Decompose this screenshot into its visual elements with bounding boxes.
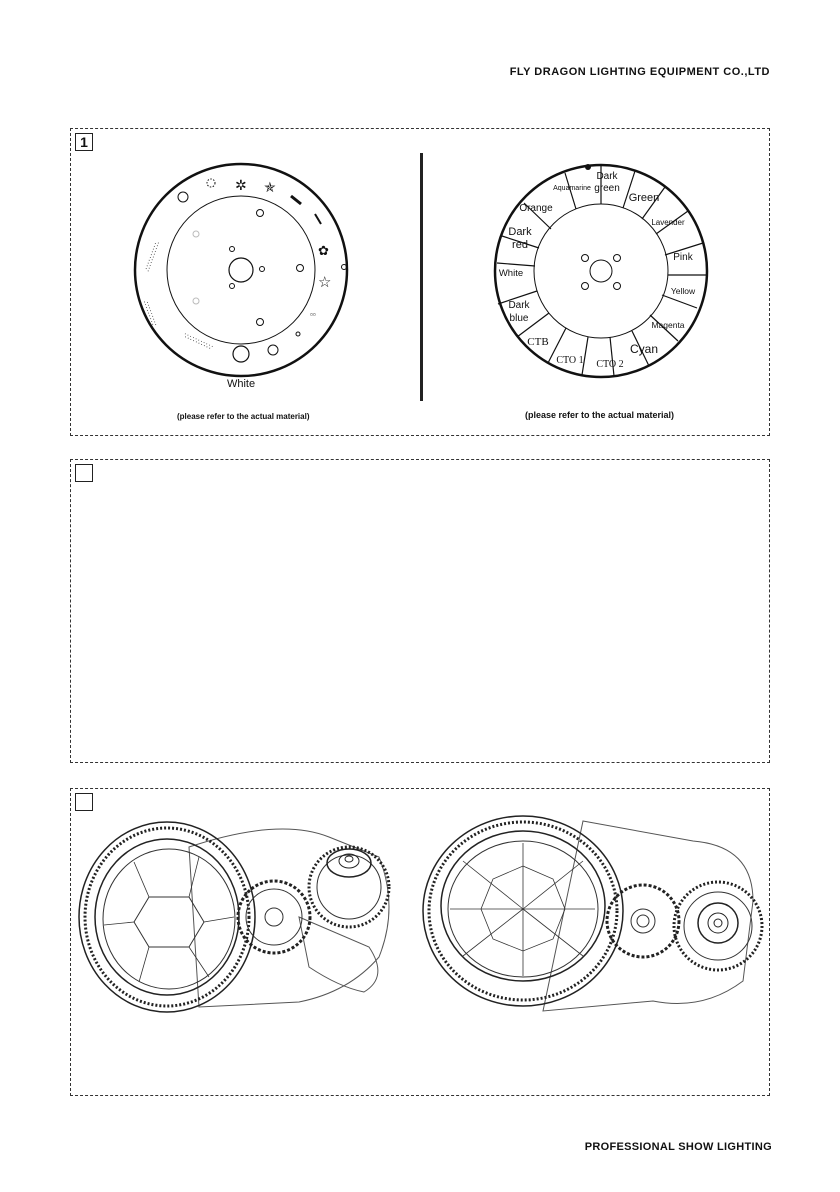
svg-text:∴∵∴∵∴∵: ∴∵∴∵∴∵ [143, 299, 159, 327]
section-divider [420, 153, 423, 401]
section-1-number: 1 [75, 133, 93, 151]
section-2-number [75, 464, 93, 482]
color-pink-label: Pink [673, 252, 693, 263]
svg-text:✲: ✲ [235, 177, 247, 193]
gobo-white-label: White [226, 378, 256, 390]
color-orange-label: Orange [519, 203, 553, 214]
company-header: FLY DRAGON LIGHTING EQUIPMENT CO.,LTD [509, 66, 770, 78]
prism-assembly-left [79, 817, 419, 1047]
svg-text:▫▫: ▫▫ [310, 310, 316, 319]
svg-text:✯: ✯ [264, 179, 276, 195]
section-3-number [75, 793, 93, 811]
color-dark-red-label-2: red [512, 239, 528, 251]
color-ctb-label: CTB [527, 336, 549, 348]
section-2-panel [70, 459, 770, 763]
svg-text:∴∵∴∵∴∵∴: ∴∵∴∵∴∵∴ [144, 240, 162, 273]
gobo-wheel-note: (please refer to the actual material) [177, 412, 310, 421]
color-cto1-label: CTO 1 [556, 355, 584, 366]
svg-text:✿: ✿ [318, 243, 329, 258]
color-dark-blue-label-1: Dark [508, 300, 530, 311]
color-dark-green-label-2: green [594, 183, 620, 194]
color-wheel-note: (please refer to the actual material) [525, 410, 675, 420]
section-1-panel [70, 128, 770, 436]
color-white-label: White [498, 268, 524, 279]
color-wheel-diagram [490, 163, 710, 383]
color-yellow-label: Yellow [670, 286, 696, 296]
color-dark-red-label-1: Dark [508, 226, 532, 238]
color-aquamarine-label: Aquamarine [553, 185, 591, 192]
color-magenta-label: Magenta [651, 320, 685, 330]
section-3-panel [70, 788, 770, 1096]
color-green-label: Green [628, 192, 660, 204]
color-dark-green-label-1: Dark [596, 171, 618, 182]
color-cto2-label: CTO 2 [596, 359, 624, 370]
color-lavender-label: Lavender [651, 218, 685, 227]
gobo-wheel-diagram [131, 162, 351, 390]
svg-text:∵∴∵∴∵∴∵: ∵∴∵∴∵∴∵ [182, 332, 214, 352]
footer-tagline: PROFESSIONAL SHOW LIGHTING [584, 1141, 772, 1153]
color-dark-blue-label-2: blue [509, 313, 529, 324]
svg-text:☆: ☆ [318, 274, 332, 291]
color-cyan-label: Cyan [629, 342, 659, 356]
prism-assembly-right [423, 811, 768, 1051]
